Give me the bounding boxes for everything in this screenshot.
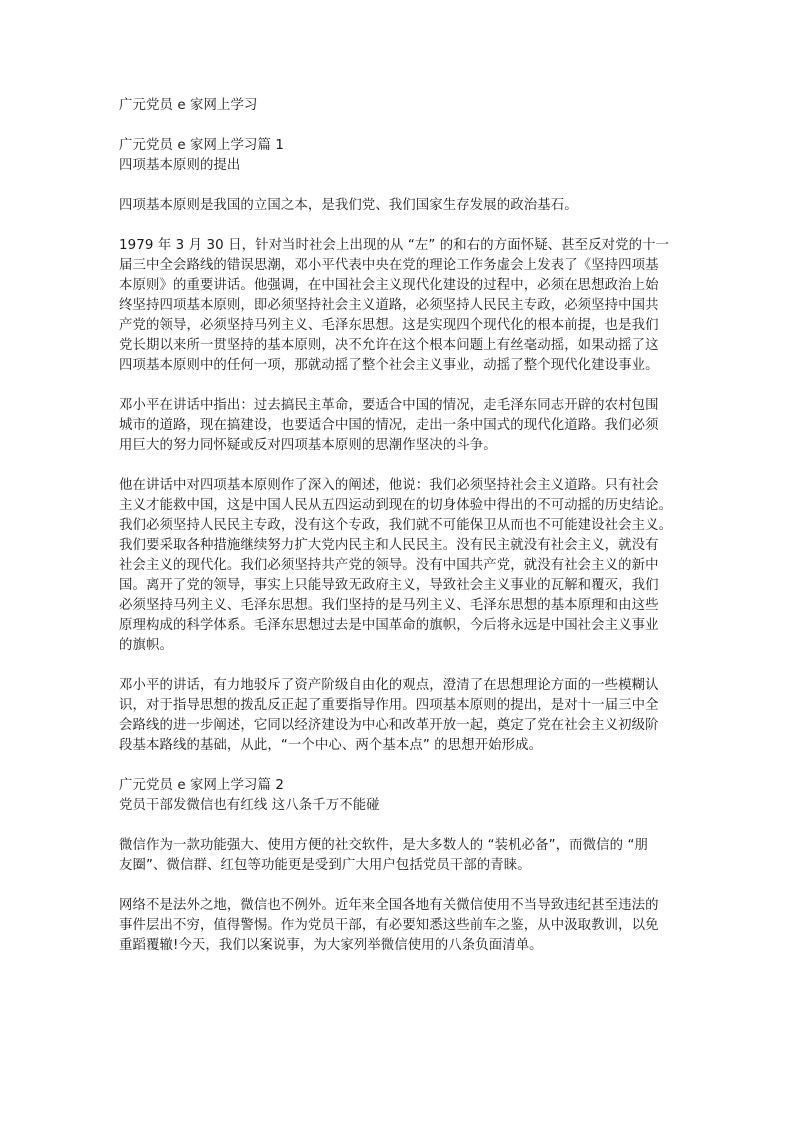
text-line: 友圈”、微信群、红包等功能更是受到广大用户包括党员干部的青睐。: [119, 858, 531, 873]
text-line: 城市的道路，现在搞建设，也要适合中国的情况，走出一条中国式的现代化道路。我们必须: [119, 418, 659, 433]
text-line: 1979 年 3 月 30 日，针对当时社会上出现的从 “左” 的和右的方面怀疑、甚至反对党的十一: [119, 238, 670, 253]
text-line: 党长期以来所一贯坚持的基本原则，决不允许在这个根本问题上有丝毫动摇，如果动摇了这: [119, 338, 659, 353]
text-line: 原理构成的科学体系。毛泽东思想过去是中国革命的旗帜，今后将永远是中国社会主义事业: [119, 618, 659, 633]
text-line: 事件层出不穷，值得警惕。作为党员干部，有必要知悉这些前车之鉴，从中汲取教训，以免: [119, 918, 659, 933]
text-line: 届三中全会路线的错误思潮，邓小平代表中央在党的理论工作务虚会上发表了《坚持四项基: [119, 258, 659, 273]
text-line: 产党的领导，必须坚持马列主义、毛泽东思想。这是实现四个现代化的根本前提，也是我们: [119, 318, 659, 333]
text-line: 邓小平的讲话，有力地驳斥了资产阶级自由化的观点，澄清了在思想理论方面的一些模糊认: [119, 678, 659, 693]
section2-paragraph-2: [119, 896, 684, 956]
document-title: 广元党员 e 家网上学习: [119, 98, 258, 113]
spacer: [119, 656, 684, 676]
text-line: 重蹈覆辙!今天，我们以案说事，为大家列举微信使用的八条负面清单。: [119, 938, 543, 953]
spacer: [119, 456, 684, 476]
section2-subheading: 党员干部发微信也有红线 这八条千万不能碰: [119, 798, 380, 813]
section1-paragraph-2: [119, 236, 684, 376]
text-line: 会路线的进一步阐述，它同以经济建设为中心和改革开放一起，奠定了党在社会主义初级阶: [119, 718, 659, 733]
text-line: 的旗帜。: [119, 638, 173, 653]
spacer: [119, 756, 684, 776]
section2-paragraph-1: [119, 836, 684, 876]
spacer: [119, 176, 684, 196]
text-line: 必须坚持马列主义、毛泽东思想。我们坚持的是马列主义、毛泽东思想的基本原理和由这些: [119, 598, 659, 613]
spacer: [119, 876, 684, 896]
text-line: 识，对于指导思想的拨乱反正起了重要指导作用。四项基本原则的提出，是对十一届三中全: [119, 698, 659, 713]
text-line: 国。离开了党的领导，事实上只能导致无政府主义，导致社会主义事业的瓦解和覆灭，我们: [119, 578, 659, 593]
text-line: 四项基本原则是我国的立国之本，是我们党、我们国家生存发展的政治基石。: [119, 198, 578, 213]
text-line: 四项基本原则中的任何一项，那就动摇了整个社会主义事业，动摇了整个现代化建设事业。: [119, 358, 659, 373]
section2-heading: 广元党员 e 家网上学习篇 2: [119, 778, 284, 793]
section1-paragraph-3: [119, 396, 684, 456]
spacer: [119, 216, 684, 236]
document-page: [119, 96, 684, 956]
section1-heading: 广元党员 e 家网上学习篇 1: [119, 138, 284, 153]
text-line: 段基本路线的基础，从此，“一个中心、两个基本点” 的思想开始形成。: [119, 738, 543, 753]
text-line: 他在讲话中对四项基本原则作了深入的阐述，他说：我们必须坚持社会主义道路。只有社会: [119, 478, 659, 493]
text-line: 我们要采取各种措施继续努力扩大党内民主和人民民主。没有民主就没有社会主义，就没有: [119, 538, 659, 553]
text-line: 微信作为一款功能强大、使用方便的社交软件，是大多数人的 “装机必备”，而微信的 “朋: [119, 838, 648, 853]
text-line: 网络不是法外之地，微信也不例外。近年来全国各地有关微信使用不当导致违纪甚至违法的: [119, 898, 659, 913]
text-line: 我们必须坚持人民民主专政，没有这个专政，我们就不可能保卫从而也不可能建设社会主义。: [119, 518, 673, 533]
section1-paragraph-4: [119, 476, 684, 656]
text-line: 终坚持四项基本原则，即必须坚持社会主义道路，必须坚持人民民主专政，必须坚持中国共: [119, 298, 659, 313]
text-line: 用巨大的努力同怀疑或反对四项基本原则的思潮作坚决的斗争。: [119, 438, 497, 453]
text-line: 社会主义的现代化。我们必须坚持共产党的领导。没有中国共产党，就没有社会主义的新中: [119, 558, 659, 573]
section1-paragraph-1: [119, 196, 684, 216]
text-line: 邓小平在讲话中指出：过去搞民主革命，要适合中国的情况，走毛泽东同志开辟的农村包围: [119, 398, 659, 413]
text-line: 主义才能救中国，这是中国人民从五四运动到现在的切身体验中得出的不可动摇的历史结论。: [119, 498, 673, 513]
text-line: 本原则》的重要讲话。他强调，在中国社会主义现代化建设的过程中，必须在思想政治上始: [119, 278, 659, 293]
section1-subheading: 四项基本原则的提出: [119, 158, 241, 173]
spacer: [119, 816, 684, 836]
spacer: [119, 376, 684, 396]
section1-paragraph-5: [119, 676, 684, 756]
spacer: [119, 116, 684, 136]
